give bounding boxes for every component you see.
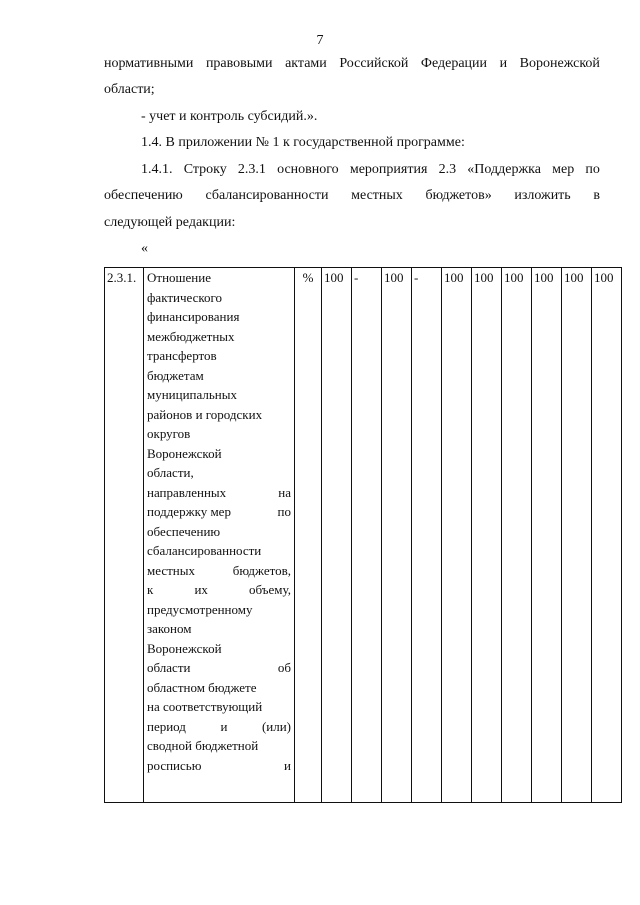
- description-word: районов и городских: [147, 406, 263, 422]
- value-cell-2: -: [352, 268, 382, 803]
- description-word: предусмотренному: [147, 601, 253, 617]
- description-line: [147, 541, 291, 561]
- description-word: области: [147, 660, 191, 675]
- description-line: [147, 288, 291, 308]
- description-word: Отношение: [147, 270, 211, 285]
- paragraph-4-line-3: следующей редакции:: [104, 215, 236, 230]
- description-word: объему,: [249, 582, 291, 597]
- description-line: [147, 756, 291, 776]
- description-line: [147, 502, 291, 522]
- description-line: [147, 444, 291, 464]
- row-description: [144, 268, 295, 803]
- value-cell-5: 100: [442, 268, 472, 803]
- description-word: финансирования: [147, 309, 240, 324]
- description-word: муниципальных: [147, 387, 238, 402]
- description-line: [147, 736, 291, 756]
- description-word: Воронежской: [147, 640, 222, 656]
- value-cell-6: 100: [472, 268, 502, 803]
- word: 2.3.1: [237, 162, 266, 177]
- description-line: [147, 385, 291, 405]
- value-cell-10: 100: [592, 268, 622, 803]
- word: мер: [552, 162, 575, 177]
- description-line: [147, 522, 291, 542]
- word: 2.3: [438, 162, 457, 177]
- description-line: [147, 268, 291, 288]
- description-word: (или): [261, 718, 291, 734]
- description-line: [147, 580, 291, 600]
- description-word: сбалансированности: [147, 543, 262, 558]
- description-line: [147, 366, 291, 386]
- open-quote: «: [141, 241, 148, 256]
- description-line: [147, 639, 291, 659]
- description-word: трансфертов: [147, 348, 217, 363]
- description-line: [147, 327, 291, 347]
- description-line: [147, 346, 291, 366]
- description-word: по: [277, 504, 291, 519]
- description-word: к: [147, 582, 154, 597]
- word: Федерации: [420, 56, 488, 71]
- description-word: направленных: [147, 484, 227, 500]
- word: в: [593, 188, 600, 203]
- word: Воронежской: [519, 56, 600, 71]
- table-row: [105, 268, 622, 803]
- description-word: бюджетов,: [232, 562, 291, 578]
- word: Российской: [339, 56, 409, 71]
- description-word: областном бюджете: [147, 679, 257, 695]
- description-line: [147, 619, 291, 639]
- paragraph-1-line-2: области;: [104, 82, 155, 97]
- description-word: сводной бюджетной: [147, 738, 259, 753]
- value-cell-9: 100: [562, 268, 592, 803]
- description-word: округов: [147, 426, 191, 441]
- description-word: местных: [147, 562, 195, 578]
- description-line: [147, 717, 291, 737]
- description-line: [147, 697, 291, 717]
- description-word: и: [220, 718, 228, 734]
- word: бюджетов»: [425, 188, 492, 203]
- paragraph-4-line-1: [141, 161, 600, 179]
- word: 1.4.1.: [141, 162, 173, 177]
- description-word: период: [147, 718, 186, 734]
- word: по: [585, 162, 600, 177]
- description-word: фактического: [147, 289, 223, 305]
- description-line: [147, 600, 291, 620]
- description-line: [147, 463, 291, 483]
- description-word: на соответствующий: [147, 699, 263, 714]
- row-unit: %: [295, 268, 322, 803]
- description-line: [147, 483, 291, 503]
- value-cell-8: 100: [532, 268, 562, 803]
- word: Строку: [183, 162, 227, 177]
- word: правовыми: [205, 56, 273, 71]
- description-word: поддержку мер: [147, 504, 231, 519]
- description-line: [147, 307, 291, 327]
- word: обеспечению: [104, 188, 183, 203]
- word: актами: [285, 56, 327, 71]
- word: нормативными: [104, 56, 194, 71]
- word: основного: [277, 162, 339, 177]
- page-number: 7: [316, 33, 324, 48]
- value-cell-4: -: [412, 268, 442, 803]
- description-line: [147, 561, 291, 581]
- paragraph-1-line-1: [104, 55, 600, 73]
- word: мероприятия: [349, 162, 428, 177]
- description-word: на: [278, 484, 291, 500]
- description-word: межбюджетных: [147, 328, 235, 344]
- description-word: об: [277, 660, 291, 675]
- word: и: [499, 56, 508, 71]
- word: местных: [351, 188, 403, 203]
- paragraph-3: 1.4. В приложении № 1 к государственной программе:: [141, 135, 465, 150]
- description-word: росписью: [147, 757, 202, 773]
- description-word: бюджетам: [147, 367, 204, 383]
- word: сбалансированности: [205, 188, 329, 203]
- word: «Поддержка: [467, 162, 541, 177]
- description-word: их: [194, 582, 208, 597]
- value-cell-1: 100: [322, 268, 352, 803]
- description-word: Воронежской: [147, 445, 222, 461]
- description-line: [147, 424, 291, 444]
- description-line: [147, 405, 291, 425]
- value-cell-3: 100: [382, 268, 412, 803]
- description-line: [147, 678, 291, 698]
- paragraph-2: - учет и контроль субсидий.».: [141, 109, 318, 124]
- description-line: [147, 658, 291, 678]
- description-word: обеспечению: [147, 523, 221, 539]
- description-word: законом: [147, 621, 192, 636]
- word: изложить: [514, 188, 571, 203]
- description-word: области,: [147, 465, 194, 480]
- row-code: 2.3.1.: [105, 268, 144, 803]
- value-cell-7: 100: [502, 268, 532, 803]
- description-word: и: [284, 757, 291, 773]
- measure-table: [104, 267, 622, 803]
- paragraph-4-line-2: [104, 187, 600, 205]
